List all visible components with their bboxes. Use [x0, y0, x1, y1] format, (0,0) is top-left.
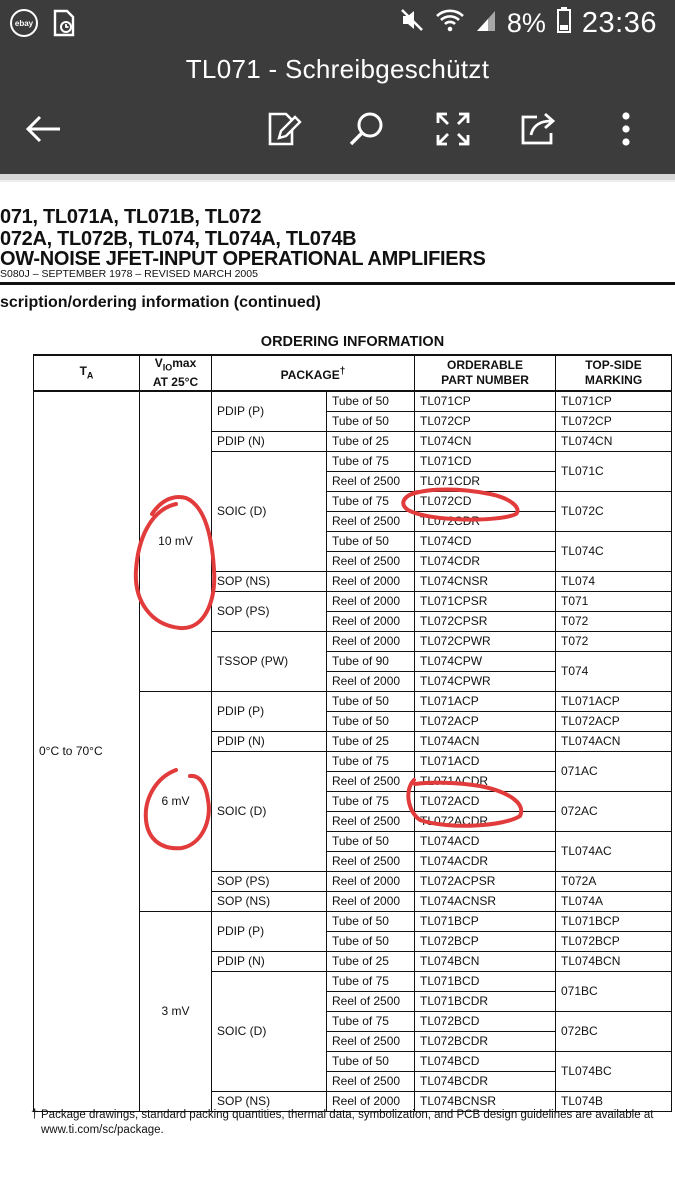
part-number-cell: TL072ACP: [415, 712, 556, 732]
quantity-cell: Reel of 2500: [327, 992, 415, 1012]
title-rule: [0, 282, 675, 285]
doc-number: S080J – SEPTEMBER 1978 – REVISED MARCH 2005: [0, 268, 258, 280]
quantity-cell: Tube of 50: [327, 412, 415, 432]
package-cell: PDIP (P): [212, 692, 327, 732]
part-number-cell: TL074BCD: [415, 1052, 556, 1072]
part-number-cell: TL074BCN: [415, 952, 556, 972]
quantity-cell: Tube of 50: [327, 912, 415, 932]
marking-cell: TL074BC: [556, 1052, 672, 1092]
marking-cell: 071BC: [556, 972, 672, 1012]
quantity-cell: Reel of 2000: [327, 672, 415, 692]
footnote-text: Package drawings, standard packing quantities, thermal data, symbolization, and PCB design guidelines are available at www.ti.com/sc/package.: [41, 1109, 654, 1136]
part-number-cell: TL071CDR: [415, 472, 556, 492]
marking-cell: T072A: [556, 872, 672, 892]
footnote-mark: †: [31, 1106, 39, 1121]
part-number-cell: TL074ACDR: [415, 852, 556, 872]
part-number-cell: TL071CP: [415, 391, 556, 412]
marking-cell: TL074B: [556, 1092, 672, 1112]
quantity-cell: Reel of 2500: [327, 852, 415, 872]
part-number-cell: TL074BCNSR: [415, 1092, 556, 1112]
header-package: PACKAGE†: [212, 355, 415, 391]
marking-cell: TL071ACP: [556, 692, 672, 712]
quantity-cell: Reel of 2000: [327, 632, 415, 652]
vio-cell: 6 mV: [140, 692, 212, 912]
quantity-cell: Tube of 50: [327, 712, 415, 732]
status-right: [399, 6, 657, 41]
part-number-cell: TL074CPWR: [415, 672, 556, 692]
doc-title-line-1: 071, TL071A, TL071B, TL072: [0, 206, 262, 228]
ebay-kleinanzeigen-icon: [10, 9, 38, 37]
package-cell: SOIC (D): [212, 972, 327, 1092]
part-number-cell: TL071BCD: [415, 972, 556, 992]
part-number-cell: TL074CPW: [415, 652, 556, 672]
part-number-cell: TL071CPSR: [415, 592, 556, 612]
package-cell: PDIP (N): [212, 952, 327, 972]
part-number-cell: TL071BCDR: [415, 992, 556, 1012]
quantity-cell: Tube of 50: [327, 1052, 415, 1072]
quantity-cell: Tube of 25: [327, 952, 415, 972]
temp-range-cell: 0°C to 70°C: [34, 391, 140, 1112]
part-number-cell: TL072CD: [415, 492, 556, 512]
part-number-cell: TL071BCP: [415, 912, 556, 932]
quantity-cell: Reel of 2500: [327, 552, 415, 572]
part-number-cell: TL072BCD: [415, 1012, 556, 1032]
package-cell: SOP (NS): [212, 892, 327, 912]
header-orderable: ORDERABLE PART NUMBER: [415, 355, 556, 391]
marking-cell: TL074AC: [556, 832, 672, 872]
page-edge: [0, 180, 675, 182]
wifi-icon: [435, 7, 465, 40]
part-number-cell: TL072ACPSR: [415, 872, 556, 892]
package-cell: SOIC (D): [212, 752, 327, 872]
battery-percent: 8%: [506, 8, 546, 38]
part-number-cell: TL072CP: [415, 412, 556, 432]
quantity-cell: Reel of 2500: [327, 1072, 415, 1092]
marking-cell: T072: [556, 632, 672, 652]
part-number-cell: TL074CN: [415, 432, 556, 452]
quantity-cell: Tube of 50: [327, 832, 415, 852]
quantity-cell: Reel of 2500: [327, 812, 415, 832]
doc-title-line-2: 072A, TL072B, TL074, TL074A, TL074B: [0, 228, 357, 250]
quantity-cell: Tube of 50: [327, 532, 415, 552]
quantity-cell: Tube of 75: [327, 972, 415, 992]
quantity-cell: Tube of 50: [327, 692, 415, 712]
share-icon[interactable]: [518, 108, 560, 150]
part-number-cell: TL074ACD: [415, 832, 556, 852]
quantity-cell: Tube of 75: [327, 1012, 415, 1032]
header-vio: $V_{IO}\max$ AT 25°C: [140, 355, 212, 391]
package-cell: PDIP (N): [212, 732, 327, 752]
marking-cell: T071: [556, 592, 672, 612]
quantity-cell: Tube of 90: [327, 652, 415, 672]
quantity-cell: Tube of 25: [327, 432, 415, 452]
marking-cell: TL074CN: [556, 432, 672, 452]
part-number-cell: TL072CDR: [415, 512, 556, 532]
marking-cell: TL071C: [556, 452, 672, 492]
doc-title-line-3: OW-NOISE JFET-INPUT OPERATIONAL AMPLIFIERS: [0, 248, 486, 270]
clock: 23:36: [581, 7, 657, 39]
signal-icon: [475, 8, 497, 40]
quantity-cell: Tube of 25: [327, 732, 415, 752]
part-number-cell: TL074CDR: [415, 552, 556, 572]
quantity-cell: Reel of 2000: [327, 612, 415, 632]
back-arrow-icon[interactable]: [22, 108, 64, 150]
part-number-cell: TL072ACD: [415, 792, 556, 812]
quantity-cell: Reel of 2000: [327, 572, 415, 592]
status-bar: [0, 0, 675, 46]
marking-cell: T072: [556, 612, 672, 632]
marking-cell: TL074C: [556, 532, 672, 572]
quantity-cell: Reel of 2500: [327, 512, 415, 532]
quantity-cell: Reel of 2000: [327, 1092, 415, 1112]
part-number-cell: TL072CPSR: [415, 612, 556, 632]
part-number-cell: TL072BCP: [415, 932, 556, 952]
marking-cell: TL074A: [556, 892, 672, 912]
status-left: [10, 9, 76, 37]
marking-cell: 072BC: [556, 1012, 672, 1052]
quantity-cell: Tube of 75: [327, 792, 415, 812]
part-number-cell: TL071ACD: [415, 752, 556, 772]
marking-cell: TL071BCP: [556, 912, 672, 932]
part-number-cell: TL072CPWR: [415, 632, 556, 652]
package-cell: TSSOP (PW): [212, 632, 327, 692]
marking-cell: 072AC: [556, 792, 672, 832]
toolbar: [0, 108, 675, 148]
page-title: TL071 - Schreibgeschützt: [185, 54, 490, 84]
quantity-cell: Tube of 50: [327, 391, 415, 412]
package-cell: SOIC (D): [212, 452, 327, 572]
ebay-label: ebay: [14, 18, 34, 28]
ordering-title: [0, 334, 675, 350]
quantity-cell: Tube of 75: [327, 492, 415, 512]
ordering-table: [33, 354, 672, 1112]
vio-cell: 3 mV: [140, 912, 212, 1112]
mute-icon: [399, 7, 425, 40]
part-number-cell: TL071CD: [415, 452, 556, 472]
fullscreen-icon[interactable]: [432, 108, 474, 150]
part-number-cell: TL072BCDR: [415, 1032, 556, 1052]
header-ta: $T_A$: [34, 355, 140, 391]
marking-cell: TL072BCP: [556, 932, 672, 952]
part-number-cell: TL072ACDR: [415, 812, 556, 832]
ordering-title-text: ORDERING INFORMATION: [260, 334, 445, 350]
package-cell: PDIP (P): [212, 391, 327, 432]
marking-cell: TL072CP: [556, 412, 672, 432]
package-cell: PDIP (N): [212, 432, 327, 452]
part-number-cell: TL071ACP: [415, 692, 556, 712]
search-icon[interactable]: [346, 108, 388, 150]
part-number-cell: TL071ACDR: [415, 772, 556, 792]
part-number-cell: TL074BCDR: [415, 1072, 556, 1092]
package-cell: SOP (PS): [212, 592, 327, 632]
quantity-cell: Reel of 2500: [327, 1032, 415, 1052]
quantity-cell: Tube of 75: [327, 752, 415, 772]
marking-cell: TL072C: [556, 492, 672, 532]
part-number-cell: TL074CD: [415, 532, 556, 552]
quantity-cell: Reel of 2000: [327, 892, 415, 912]
more-vert-icon[interactable]: [605, 108, 647, 150]
quantity-cell: Tube of 75: [327, 452, 415, 472]
marking-cell: TL074: [556, 572, 672, 592]
part-number-cell: TL074CNSR: [415, 572, 556, 592]
marking-cell: TL072ACP: [556, 712, 672, 732]
package-cell: SOP (NS): [212, 1092, 327, 1112]
marking-cell: TL074BCN: [556, 952, 672, 972]
marking-cell: T074: [556, 652, 672, 692]
quantity-cell: Reel of 2500: [327, 472, 415, 492]
file-clock-icon: [52, 9, 76, 37]
edit-icon[interactable]: [263, 108, 305, 150]
package-cell: PDIP (P): [212, 912, 327, 952]
quantity-cell: Reel of 2500: [327, 772, 415, 792]
app-bar: [0, 46, 675, 174]
marking-cell: TL071CP: [556, 391, 672, 412]
quantity-cell: Reel of 2000: [327, 872, 415, 892]
footnote: [33, 1108, 673, 1138]
part-number-cell: TL074ACNSR: [415, 892, 556, 912]
ordering-table-body: [34, 391, 672, 1112]
pdf-page[interactable]: [0, 180, 675, 1200]
quantity-cell: Tube of 50: [327, 932, 415, 952]
table-row: [34, 391, 672, 412]
marking-cell: 071AC: [556, 752, 672, 792]
marking-cell: TL074ACN: [556, 732, 672, 752]
package-cell: SOP (PS): [212, 872, 327, 892]
table-header-row: [34, 355, 672, 391]
section-heading: scription/ordering information (continued): [0, 294, 321, 311]
quantity-cell: Reel of 2000: [327, 592, 415, 612]
battery-icon: [556, 6, 572, 41]
vio-cell: 10 mV: [140, 391, 212, 692]
part-number-cell: TL074ACN: [415, 732, 556, 752]
package-cell: SOP (NS): [212, 572, 327, 592]
header-marking: TOP-SIDE MARKING: [556, 355, 672, 391]
